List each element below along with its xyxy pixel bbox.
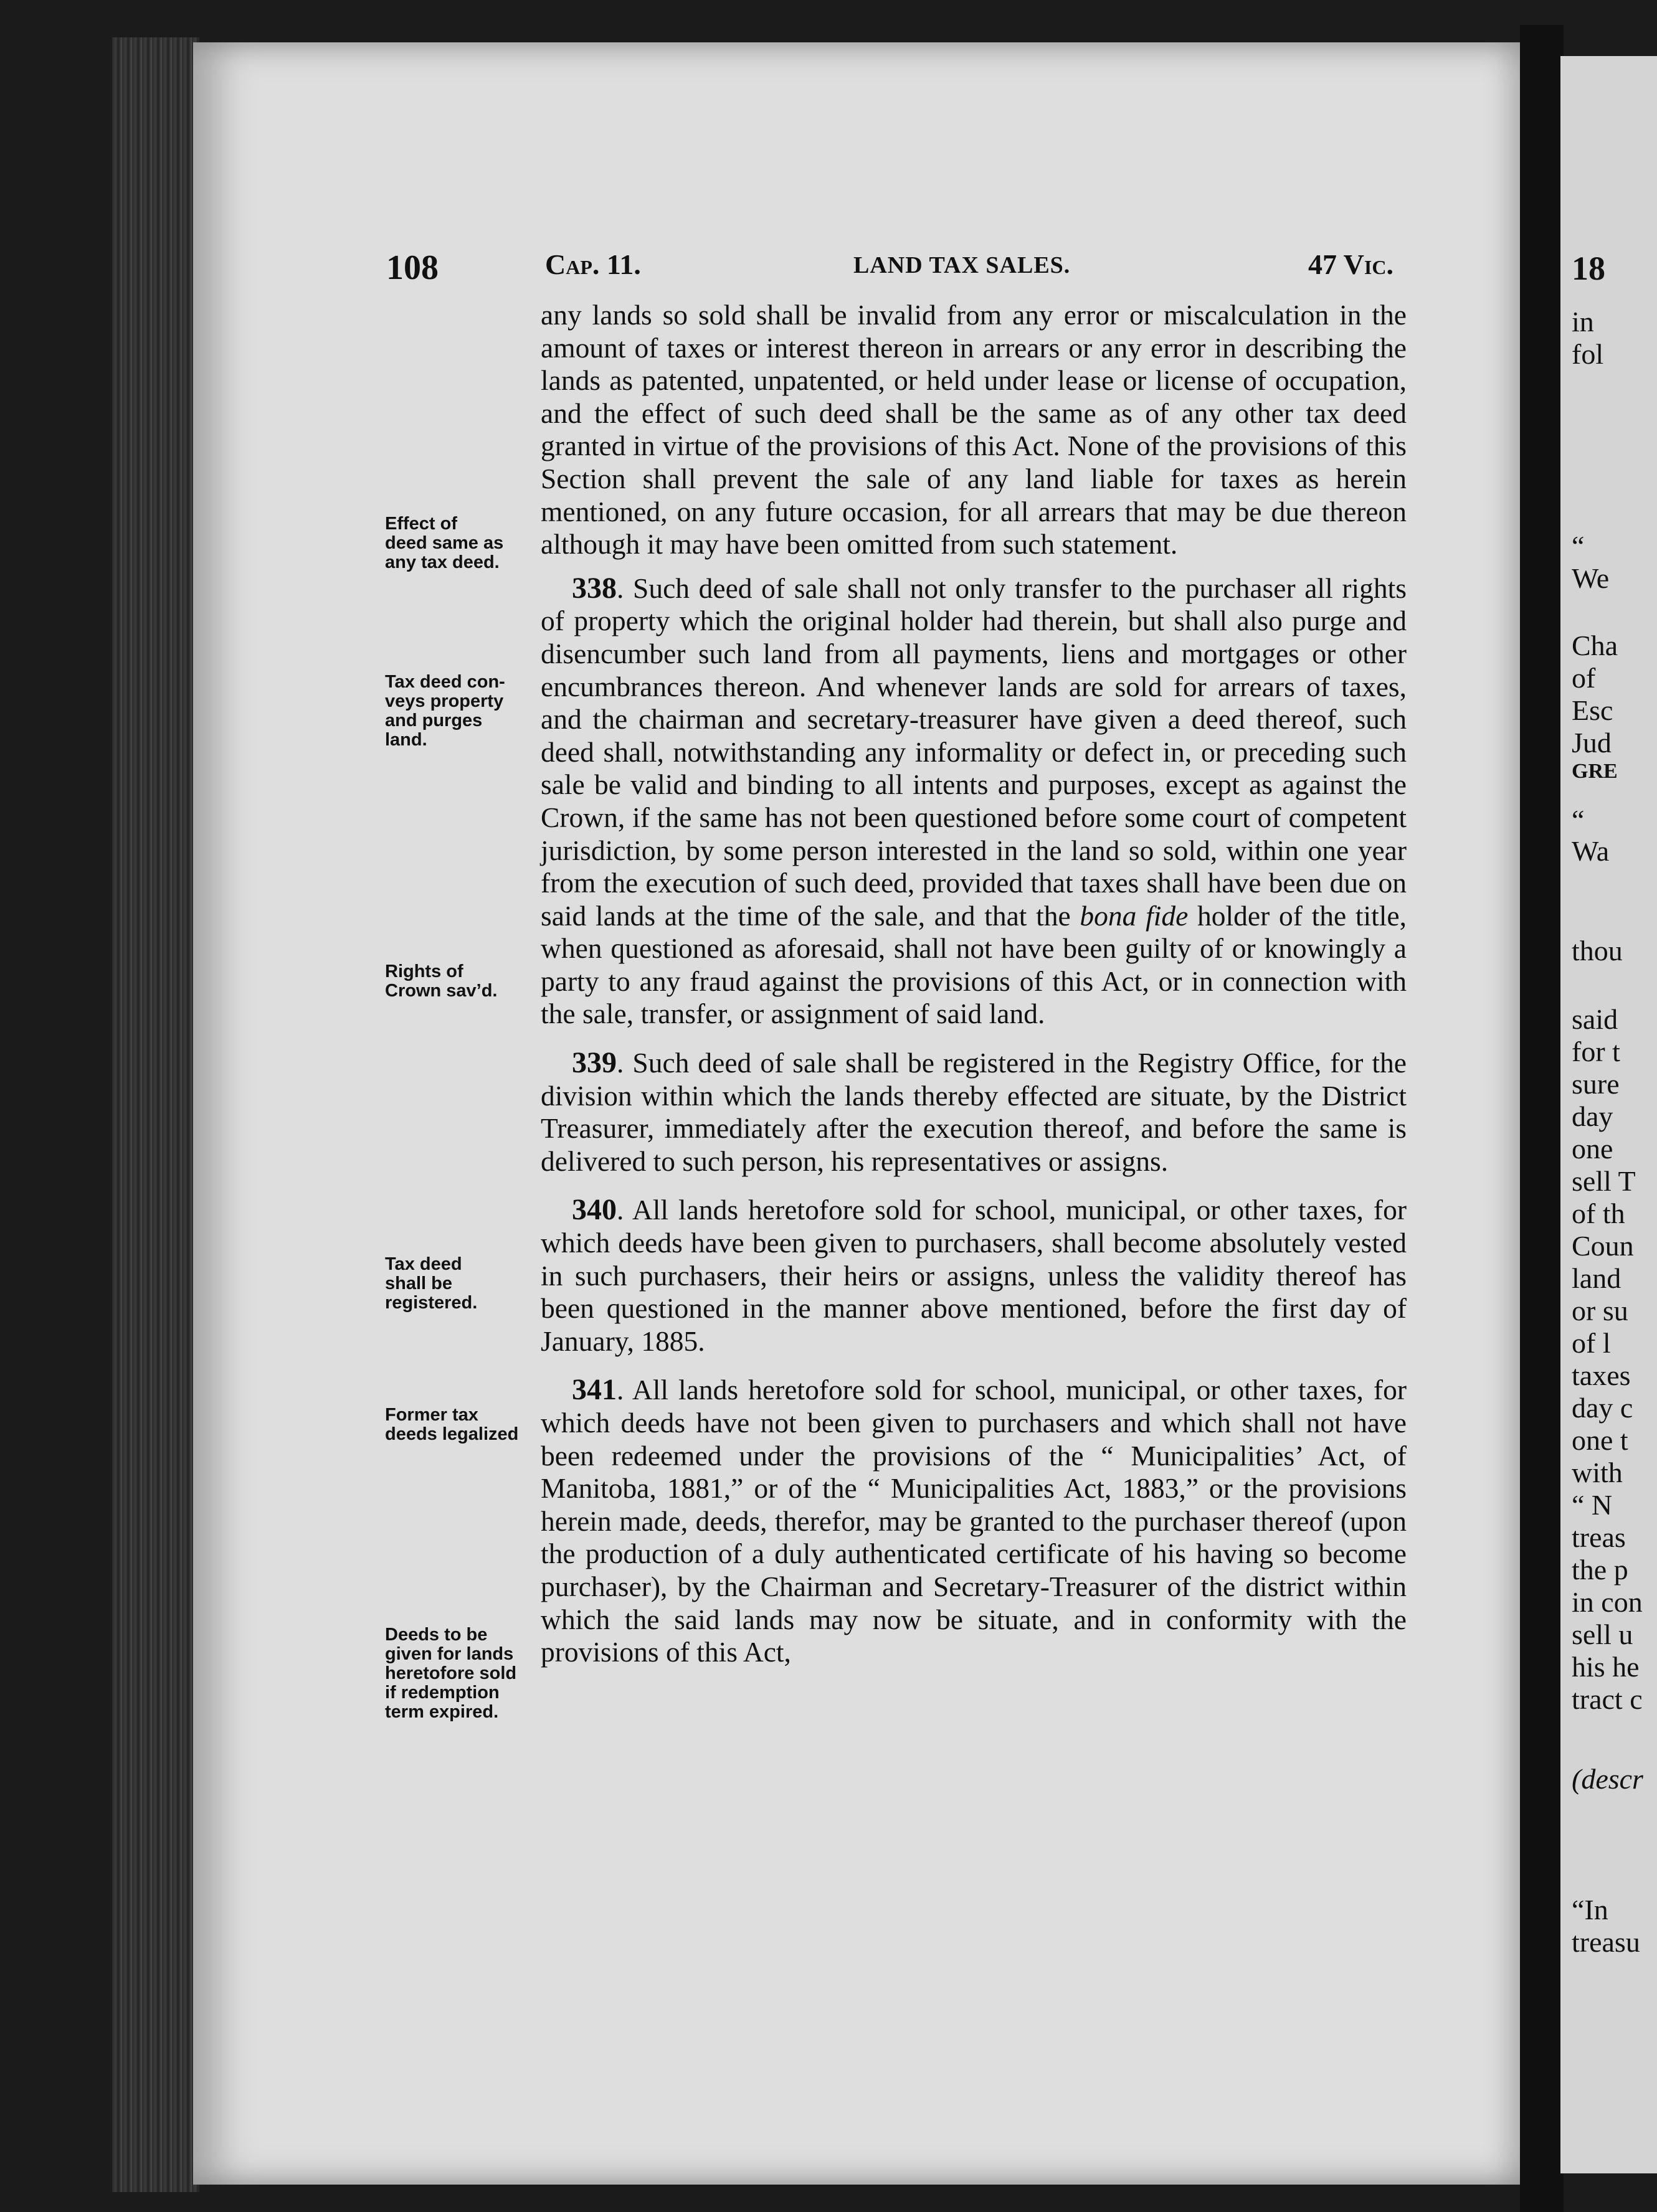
- note-line: Tax deed: [385, 1254, 462, 1274]
- facing-line: of: [1572, 662, 1596, 694]
- page-number: 108: [386, 248, 439, 287]
- facing-line: “In: [1572, 1894, 1608, 1926]
- section-number: 341: [572, 1373, 617, 1407]
- section-339: [541, 1047, 1407, 1178]
- facing-line: fol: [1572, 338, 1604, 370]
- note-line: Former tax: [385, 1405, 478, 1425]
- facing-line: GRE: [1572, 760, 1618, 783]
- section-number: 340: [572, 1193, 617, 1227]
- margin-note-purges: [385, 673, 541, 750]
- facing-line: “: [1572, 804, 1585, 836]
- note-line: land.: [385, 730, 427, 750]
- facing-line: of th: [1572, 1198, 1625, 1229]
- facing-line: with: [1572, 1457, 1623, 1488]
- facing-line: sell T: [1572, 1165, 1636, 1197]
- note-line: given for lands: [385, 1644, 514, 1664]
- facing-line: the p: [1572, 1554, 1628, 1586]
- facing-page-number: 18: [1572, 250, 1605, 287]
- margin-note-registered: [385, 1255, 541, 1313]
- facing-line: treas: [1572, 1521, 1626, 1553]
- note-line: term expired.: [385, 1702, 499, 1722]
- regnal-year: 47 Vic.: [1308, 248, 1393, 280]
- note-line: shall be: [385, 1274, 452, 1293]
- facing-line: treasu: [1572, 1926, 1640, 1958]
- facing-line: sell u: [1572, 1619, 1633, 1650]
- paragraph-continuation: any lands so sold shall be invalid from any error or miscalculation in the amount of taxes or interest thereon in arrears or any error in describing the lands as patented, unpatented, or held under lease or license of occupation, and the effect of such deed shall be the same as of any other tax deed granted in virtue of the provisions of this Act. None of the provisions of this Section shall prevent the sale of any land liable for taxes as herein mentioned, on any future occasion, for all arrears that may be due thereon although it may have been omitted from such statement.: [541, 299, 1407, 560]
- section-text: holder of the title, when questioned as aforesaid, shall not have been guilty of or knowingly a party to any fraud against the provisions of this Act, or in connection with the sale, transfer, or assignment of said land.: [541, 899, 1407, 1030]
- running-title: LAND TAX SALES.: [853, 252, 1071, 278]
- running-header: [193, 248, 1526, 285]
- facing-line: said: [1572, 1003, 1618, 1035]
- section-338: [541, 572, 1407, 1031]
- note-line: Tax deed con-: [385, 672, 505, 692]
- facing-line: taxes: [1572, 1359, 1631, 1391]
- facing-line: day c: [1572, 1392, 1633, 1424]
- facing-line: in: [1572, 306, 1594, 338]
- facing-line: Cha: [1572, 630, 1618, 661]
- facing-line: one: [1572, 1133, 1613, 1165]
- facing-line: sure: [1572, 1068, 1620, 1100]
- facing-page-fragment: [1560, 56, 1657, 2173]
- facing-line: of l: [1572, 1327, 1611, 1359]
- section-text: . All lands heretofore sold for school, municipal, or other taxes, for which deeds have not been given to purchasers and which shall not have been redeemed under the provisions of the “ Municipalities’ Act, of Manitoba, 1881,” or of the “ Municipalities Act, 1883,” or the provisions herein made, deeds, therefor, may be granted to the purchaser thereof (upon the production of a duly authenticated certificate of his having so become purchaser), by the Chairman and Secretary-Treasurer of the district within which the said lands may now be situate, and in conformity with the provisions of this Act,: [541, 1374, 1407, 1668]
- facing-line: “: [1572, 530, 1585, 562]
- note-line: and purges: [385, 711, 483, 730]
- facing-line: Esc: [1572, 694, 1613, 726]
- facing-line: in con: [1572, 1586, 1643, 1618]
- facing-line: Coun: [1572, 1230, 1634, 1262]
- margin-note-crown: [385, 962, 541, 1001]
- margin-note-deeds: [385, 1625, 541, 1722]
- facing-line: one t: [1572, 1424, 1628, 1456]
- note-line: Deeds to be: [385, 1625, 488, 1645]
- facing-line: Jud: [1572, 727, 1612, 759]
- section-340: [541, 1194, 1407, 1358]
- note-line: Effect of: [385, 514, 457, 534]
- facing-line: his he: [1572, 1651, 1640, 1683]
- facing-line: (descr: [1572, 1763, 1643, 1795]
- facing-line: tract c: [1572, 1683, 1643, 1715]
- note-line: if redemption: [385, 1683, 500, 1703]
- facing-line: Wa: [1572, 835, 1610, 867]
- page-edge-stack: [112, 37, 199, 2192]
- body-text: [541, 299, 1407, 1669]
- section-text: . All lands heretofore sold for school, municipal, or other taxes, for which deeds have been given to purchasers, shall become absolutely vested in such purchasers, their heirs or assigns, unless the validity thereof has been questioned in the manner above mentioned, before the first day of January, 1885.: [541, 1194, 1407, 1357]
- margin-note-effect: [385, 514, 541, 572]
- facing-line: for t: [1572, 1036, 1620, 1067]
- margin-note-former: [385, 1406, 541, 1444]
- facing-line: thou: [1572, 935, 1623, 967]
- note-line: heretofore sold: [385, 1663, 517, 1683]
- section-text: . Such deed of sale shall be registered in the Registry Office, for the division within which the lands thereby effected are situate, by the District Treasurer, immediately after the execution thereof, and before the same is delivered to such person, his representatives or assigns.: [541, 1047, 1407, 1177]
- note-line: veys property: [385, 691, 504, 711]
- chapter-label: Cap. 11.: [545, 248, 641, 280]
- facing-line: “ N: [1572, 1489, 1613, 1521]
- section-number: 338: [572, 571, 617, 605]
- note-line: any tax deed.: [385, 552, 500, 572]
- note-line: Crown sav’d.: [385, 981, 498, 1001]
- note-line: registered.: [385, 1293, 478, 1313]
- facing-line: land: [1572, 1262, 1621, 1294]
- section-text: . Such deed of sale shall not only transfer to the purchaser all rights of property which the original holder had therein, but shall also purge and disencumber such land from all payments, liens and mortgages or other encumbrances thereon. And whenever lands are sold for arrears of taxes, and the chairman and secretary-treasurer have given a deed thereof, such deed shall, notwithstanding any informality or defect in, or preceding such sale be valid and binding to all intents and purposes, except as against the Crown, if the same has not been questioned before some court of competent jurisdiction, by some person interested in the land so sold, within one year from the execution of such deed, provided that taxes shall have been due on said lands at the time of the sale, and that the: [541, 572, 1407, 932]
- facing-line: day: [1572, 1100, 1613, 1132]
- note-line: deed same as: [385, 533, 504, 553]
- note-line: deeds legalized: [385, 1424, 519, 1444]
- section-italic-text: bona fide: [1080, 899, 1189, 932]
- note-line: Rights of: [385, 962, 463, 981]
- facing-line: We: [1572, 562, 1610, 594]
- section-341: [541, 1374, 1407, 1668]
- book-gutter: [1520, 25, 1564, 2212]
- facing-line: or su: [1572, 1295, 1628, 1326]
- section-number: 339: [572, 1046, 617, 1080]
